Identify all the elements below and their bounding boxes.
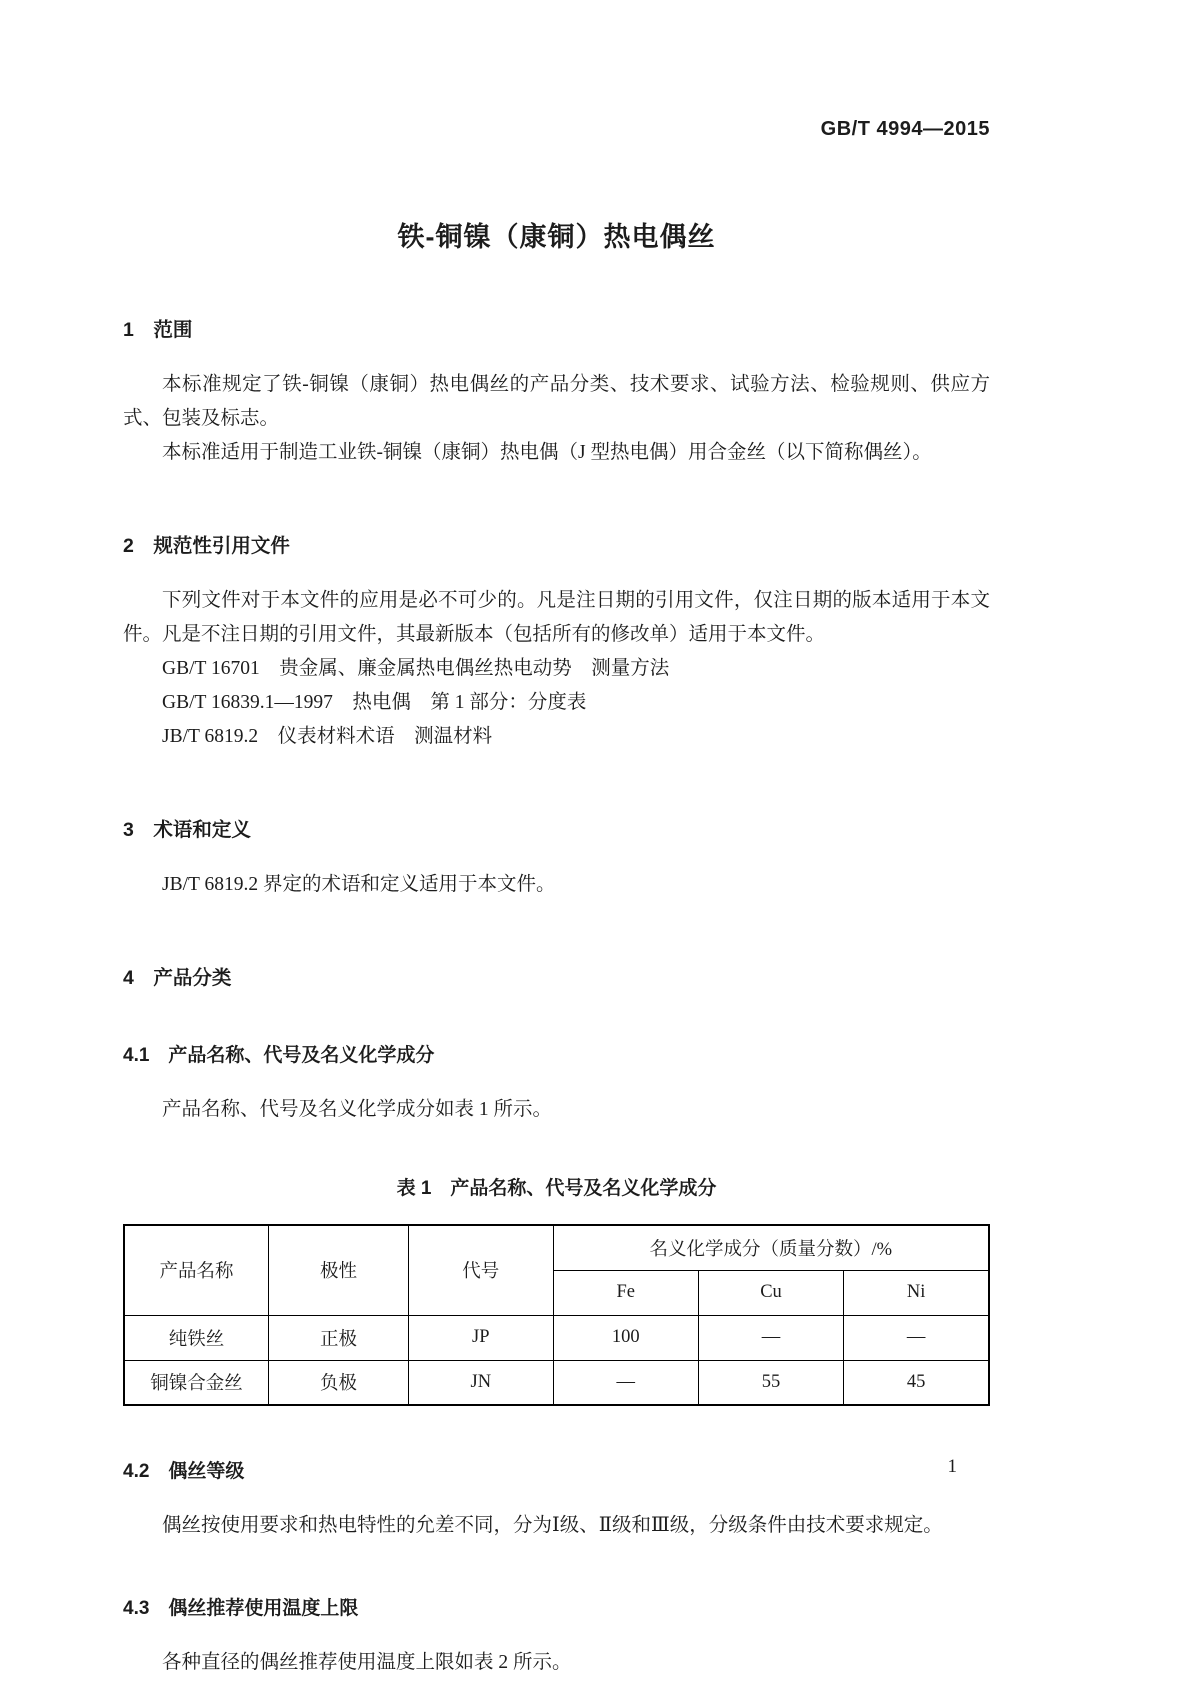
cell-polarity: 负极 (268, 1360, 408, 1405)
table-row-pure-iron (124, 1315, 989, 1360)
cell-code: JP (409, 1315, 553, 1360)
doc-number: GB/T 4994—2015 (820, 118, 990, 140)
section-1-paragraph-2: 本标准适用于制造工业铁-铜镍（康铜）热电偶（J 型热电偶）用合金丝（以下简称偶丝）。 (162, 442, 932, 463)
section-2-paragraph-1: 下列文件对于本文件的应用是必不可少的。凡是注日期的引用文件，仅注日期的版本适用于本文件。凡是不注日期的引用文件，其最新版本（包括所有的修改单）适用于本文件。 (123, 590, 990, 645)
col-header-product-name: 产品名称 (124, 1225, 268, 1315)
col-header-code: 代号 (409, 1225, 553, 1315)
cell-ni: 45 (844, 1360, 989, 1405)
reference-gbt16839: GB/T 16839.1—1997 热电偶 第 1 部分：分度表 (162, 692, 587, 713)
cell-product-name: 纯铁丝 (124, 1315, 268, 1360)
table-row-copper-nickel (124, 1360, 989, 1405)
col-header-polarity: 极性 (268, 1225, 408, 1315)
section-4-1-heading: 4.1 产品名称、代号及名义化学成分 (123, 1045, 435, 1066)
table-1-header-row (124, 1225, 989, 1270)
cell-cu: — (698, 1315, 843, 1360)
document-title: 铁-铜镍（康铜）热电偶丝 (397, 222, 716, 252)
section-4-3-paragraph: 各种直径的偶丝推荐使用温度上限如表 2 所示。 (162, 1652, 572, 1673)
cell-polarity: 正极 (268, 1315, 408, 1360)
table-1-caption: 表 1 产品名称、代号及名义化学成分 (396, 1178, 717, 1199)
section-4-3-heading: 4.3 偶丝推荐使用温度上限 (123, 1598, 359, 1619)
cell-ni: — (844, 1315, 989, 1360)
col-header-composition: 名义化学成分（质量分数）/% (553, 1225, 989, 1270)
reference-jbt6819: JB/T 6819.2 仪表材料术语 测温材料 (162, 726, 493, 747)
col-header-ni: Ni (844, 1270, 989, 1315)
cell-cu: 55 (698, 1360, 843, 1405)
section-1-paragraph-1: 本标准规定了铁-铜镍（康铜）热电偶丝的产品分类、技术要求、试验方法、检验规则、供应方式、包装及标志。 (123, 374, 990, 429)
cell-code: JN (409, 1360, 553, 1405)
section-3-paragraph-1: JB/T 6819.2 界定的术语和定义适用于本文件。 (162, 874, 556, 895)
cell-product-name: 铜镍合金丝 (124, 1360, 268, 1405)
cell-fe: 100 (553, 1315, 698, 1360)
section-3-heading: 3 术语和定义 (123, 819, 251, 841)
table-1 (123, 1224, 990, 1406)
col-header-fe: Fe (553, 1270, 698, 1315)
section-4-2-heading: 4.2 偶丝等级 (123, 1461, 245, 1482)
cell-fe: — (553, 1360, 698, 1405)
page-number: 1 (947, 1456, 957, 1477)
reference-gbt16701: GB/T 16701 贵金属、廉金属热电偶丝热电动势 测量方法 (162, 658, 670, 679)
section-4-2-paragraph: 偶丝按使用要求和热电特性的允差不同，分为Ⅰ级、Ⅱ级和Ⅲ级，分级条件由技术要求规定。 (162, 1515, 943, 1536)
section-1-heading: 1 范围 (123, 319, 193, 341)
col-header-cu: Cu (698, 1270, 843, 1315)
section-4-1-paragraph: 产品名称、代号及名义化学成分如表 1 所示。 (162, 1099, 553, 1120)
section-2-heading: 2 规范性引用文件 (123, 535, 290, 557)
section-4-heading: 4 产品分类 (123, 967, 232, 989)
